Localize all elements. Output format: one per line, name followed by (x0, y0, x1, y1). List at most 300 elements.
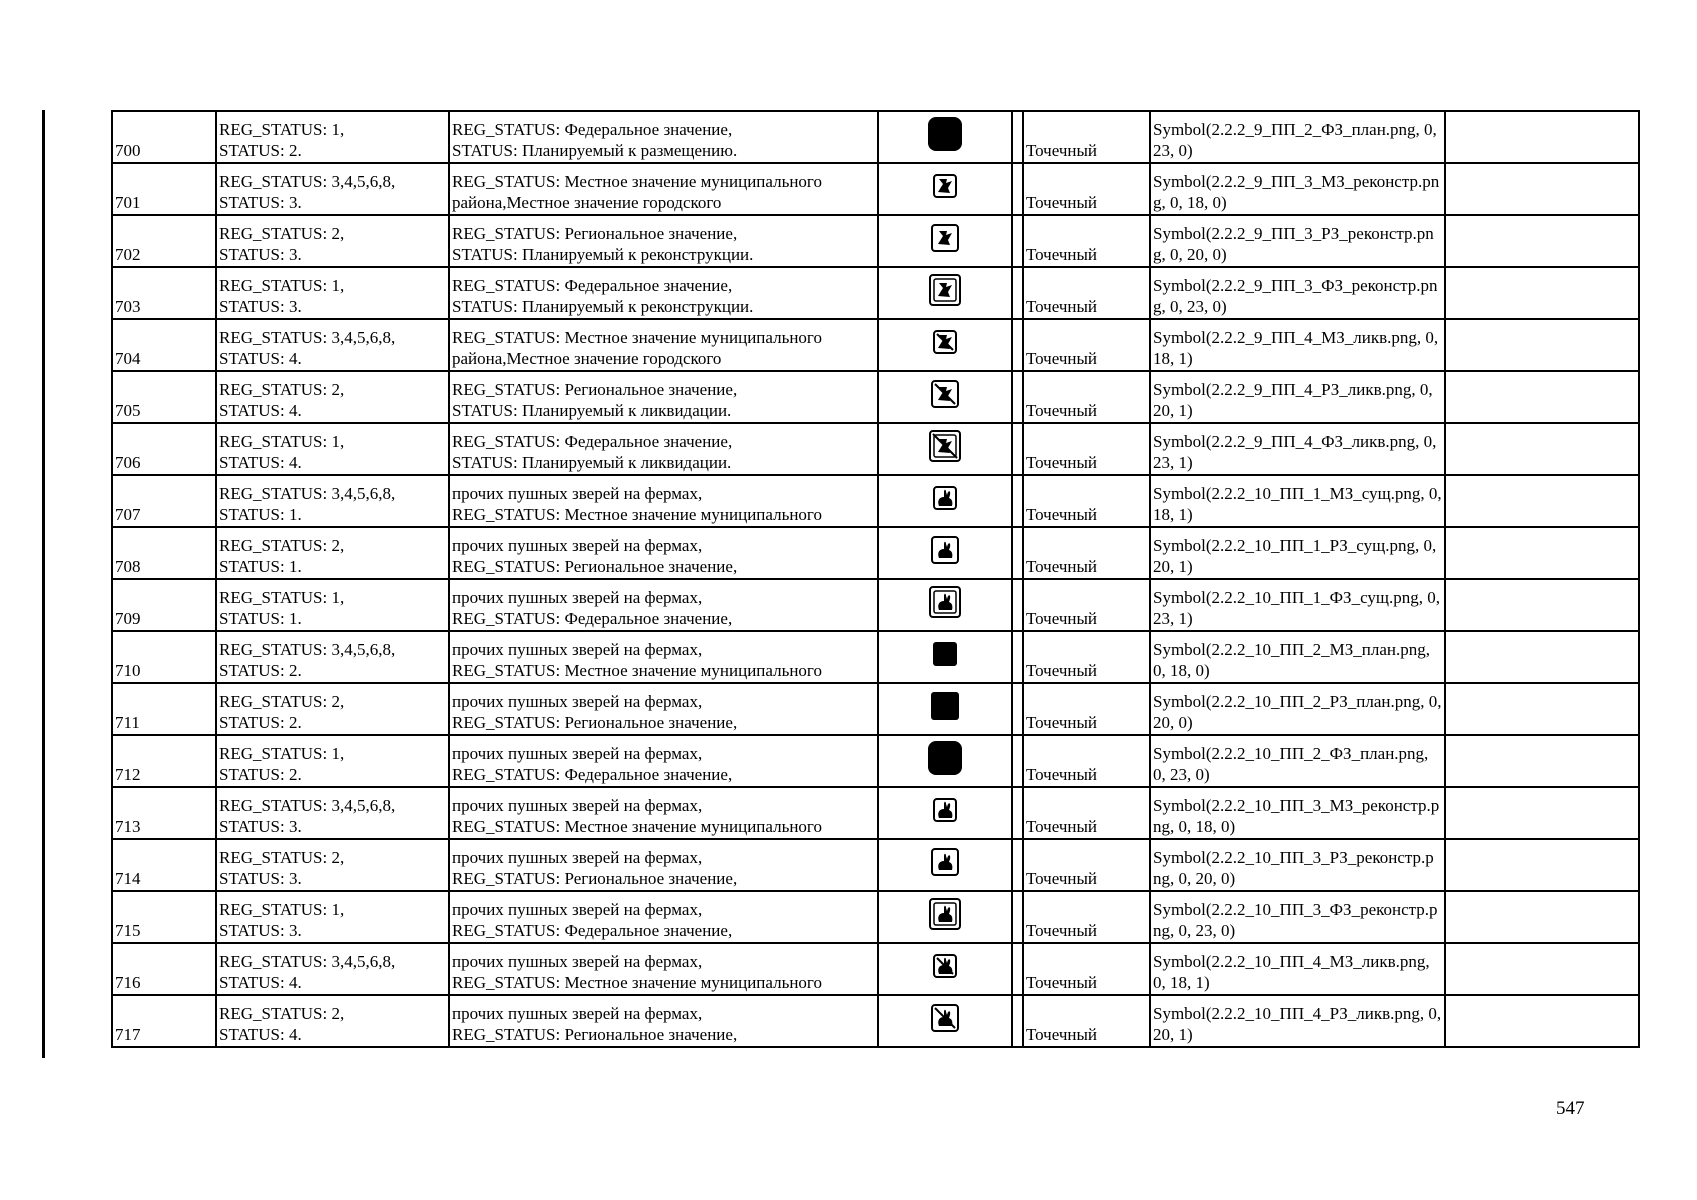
condition-line: REG_STATUS: 1, (219, 120, 345, 139)
cell-gap (1012, 111, 1023, 163)
geometry-type: Точечный (1026, 921, 1098, 940)
description-line: REG_STATUS: Региональное значение, (452, 224, 738, 243)
cell-geometry-type (1023, 267, 1150, 319)
cell-gap (1012, 163, 1023, 215)
geometry-type: Точечный (1026, 609, 1098, 628)
cell-gap (1012, 995, 1023, 1047)
condition-line: REG_STATUS: 3,4,5,6,8, (219, 640, 396, 659)
condition-line: STATUS: 2. (219, 661, 302, 680)
cell-description (449, 683, 878, 735)
condition-line: REG_STATUS: 1, (219, 276, 345, 295)
cell-condition (216, 891, 449, 943)
cell-empty (1445, 631, 1639, 683)
symbol-param: Symbol(2.2.2_9_ПП_4_РЗ_ликв.png, 0, 20, 1) (1153, 380, 1433, 420)
description-line: REG_STATUS: Региональное значение, (452, 380, 738, 399)
condition-line: REG_STATUS: 3,4,5,6,8, (219, 484, 396, 503)
description-line: района,Местное значение городского (452, 193, 722, 212)
square-medium-icon (923, 684, 967, 733)
symbol-param: Symbol(2.2.2_10_ПП_2_РЗ_план.png, 0, 20, 0) (1153, 692, 1442, 732)
bird-liquidate-federal-icon (923, 424, 967, 473)
table-row (112, 839, 1639, 891)
condition-line: STATUS: 1. (219, 557, 302, 576)
condition-line: STATUS: 3. (219, 193, 302, 212)
table-row (112, 631, 1639, 683)
description-line: STATUS: Планируемый к ликвидации. (452, 401, 732, 420)
cell-description (449, 267, 878, 319)
description-line: REG_STATUS: Федеральное значение, (452, 609, 733, 628)
condition-line: STATUS: 3. (219, 869, 302, 888)
table-row (112, 267, 1639, 319)
cell-description (449, 163, 878, 215)
cell-geometry-type (1023, 371, 1150, 423)
description-line: REG_STATUS: Региональное значение, (452, 713, 738, 732)
cell-id (112, 423, 216, 475)
rabbit-liquidate-regional-icon (923, 996, 967, 1045)
symbol-param: Symbol(2.2.2_10_ПП_4_РЗ_ликв.png, 0, 20, 1) (1153, 1004, 1442, 1044)
geometry-type: Точечный (1026, 817, 1098, 836)
cell-description (449, 527, 878, 579)
cell-id (112, 267, 216, 319)
table-row (112, 163, 1639, 215)
description-line: REG_STATUS: Федеральное значение, (452, 120, 733, 139)
cell-gap (1012, 579, 1023, 631)
table-row (112, 787, 1639, 839)
cell-condition (216, 839, 449, 891)
table-row (112, 683, 1639, 735)
cell-symbol (878, 111, 1012, 163)
cell-id (112, 891, 216, 943)
cell-empty (1445, 943, 1639, 995)
cell-geometry-type (1023, 891, 1150, 943)
cell-symbol (878, 267, 1012, 319)
cell-geometry-type (1023, 111, 1150, 163)
cell-id (112, 215, 216, 267)
geometry-type: Точечный (1026, 869, 1098, 888)
cell-gap (1012, 839, 1023, 891)
cell-gap (1012, 527, 1023, 579)
cell-id (112, 579, 216, 631)
cell-gap (1012, 891, 1023, 943)
cell-condition (216, 943, 449, 995)
cell-symbol-param (1150, 839, 1445, 891)
description-line: REG_STATUS: Федеральное значение, (452, 276, 733, 295)
condition-line: REG_STATUS: 3,4,5,6,8, (219, 172, 396, 191)
cell-symbol-param (1150, 735, 1445, 787)
geometry-type: Точечный (1026, 505, 1098, 524)
cell-id (112, 995, 216, 1047)
cell-geometry-type (1023, 839, 1150, 891)
symbol-param: Symbol(2.2.2_10_ПП_4_МЗ_ликв.png, 0, 18, 1) (1153, 952, 1430, 992)
cell-gap (1012, 475, 1023, 527)
condition-line: STATUS: 4. (219, 401, 302, 420)
cell-symbol-param (1150, 579, 1445, 631)
description-line: прочих пушных зверей на фермах, (452, 640, 703, 659)
cell-gap (1012, 943, 1023, 995)
cell-empty (1445, 891, 1639, 943)
table-row (112, 891, 1639, 943)
cell-symbol (878, 527, 1012, 579)
cell-empty (1445, 475, 1639, 527)
description-line: прочих пушных зверей на фермах, (452, 952, 703, 971)
geometry-type: Точечный (1026, 557, 1098, 576)
table-row (112, 475, 1639, 527)
condition-line: REG_STATUS: 1, (219, 432, 345, 451)
description-line: REG_STATUS: Региональное значение, (452, 1025, 738, 1044)
condition-line: STATUS: 3. (219, 245, 302, 264)
cell-condition (216, 215, 449, 267)
rabbit-reconstruct-local-icon (923, 788, 967, 837)
symbol-param: Symbol(2.2.2_10_ПП_1_ФЗ_сущ.png, 0, 23, 1) (1153, 588, 1440, 628)
cell-symbol-param (1150, 267, 1445, 319)
description-line: REG_STATUS: Местное значение муниципального (452, 172, 822, 191)
cell-condition (216, 371, 449, 423)
condition-line: REG_STATUS: 1, (219, 588, 345, 607)
symbol-param: Symbol(2.2.2_10_ПП_3_ФЗ_реконстр.png, 0, 23, 0) (1153, 900, 1438, 940)
cell-geometry-type (1023, 579, 1150, 631)
cell-geometry-type (1023, 527, 1150, 579)
rabbit-reconstruct-regional-icon (923, 840, 967, 889)
geometry-type: Точечный (1026, 973, 1098, 992)
condition-line: REG_STATUS: 2, (219, 224, 345, 243)
cell-id (112, 631, 216, 683)
geometry-type: Точечный (1026, 141, 1098, 160)
condition-line: REG_STATUS: 2, (219, 848, 345, 867)
cell-symbol (878, 839, 1012, 891)
cell-gap (1012, 267, 1023, 319)
cell-geometry-type (1023, 163, 1150, 215)
cell-condition (216, 319, 449, 371)
description-line: прочих пушных зверей на фермах, (452, 536, 703, 555)
cell-empty (1445, 215, 1639, 267)
cell-id (112, 371, 216, 423)
cell-id (112, 163, 216, 215)
condition-line: REG_STATUS: 2, (219, 692, 345, 711)
cell-condition (216, 111, 449, 163)
cell-symbol (878, 423, 1012, 475)
cell-symbol (878, 579, 1012, 631)
cell-geometry-type (1023, 683, 1150, 735)
symbol-param: Symbol(2.2.2_9_ПП_3_МЗ_реконстр.png, 0, 18, 0) (1153, 172, 1440, 212)
geometry-type: Точечный (1026, 401, 1098, 420)
condition-line: REG_STATUS: 3,4,5,6,8, (219, 796, 396, 815)
cell-condition (216, 995, 449, 1047)
cell-id (112, 787, 216, 839)
cell-geometry-type (1023, 631, 1150, 683)
cell-description (449, 839, 878, 891)
cell-description (449, 579, 878, 631)
cell-description (449, 215, 878, 267)
cell-description (449, 631, 878, 683)
symbol-param: Symbol(2.2.2_10_ПП_2_ФЗ_план.png, 0, 23, 0) (1153, 744, 1429, 784)
cell-geometry-type (1023, 215, 1150, 267)
cell-symbol-param (1150, 163, 1445, 215)
table-row (112, 735, 1639, 787)
cell-symbol (878, 319, 1012, 371)
cell-id (112, 839, 216, 891)
bird-liquidate-regional-icon (923, 372, 967, 421)
row-id: 705 (115, 401, 141, 420)
geometry-type: Точечный (1026, 453, 1098, 472)
description-line: прочих пушных зверей на фермах, (452, 588, 703, 607)
cell-geometry-type (1023, 735, 1150, 787)
description-line: прочих пушных зверей на фермах, (452, 900, 703, 919)
cell-description (449, 943, 878, 995)
condition-line: STATUS: 3. (219, 817, 302, 836)
row-id: 716 (115, 973, 141, 992)
cell-empty (1445, 267, 1639, 319)
row-id: 710 (115, 661, 141, 680)
row-id: 717 (115, 1025, 141, 1044)
cell-symbol-param (1150, 891, 1445, 943)
geometry-type: Точечный (1026, 661, 1098, 680)
cell-symbol-param (1150, 943, 1445, 995)
condition-line: STATUS: 1. (219, 609, 302, 628)
cell-empty (1445, 527, 1639, 579)
symbol-param: Symbol(2.2.2_9_ПП_4_МЗ_ликв.png, 0, 18, 1) (1153, 328, 1439, 368)
cell-gap (1012, 683, 1023, 735)
geometry-type: Точечный (1026, 713, 1098, 732)
cell-description (449, 371, 878, 423)
cell-empty (1445, 995, 1639, 1047)
margin-bar (42, 110, 45, 1058)
description-line: STATUS: Планируемый к реконструкции. (452, 245, 754, 264)
description-line: прочих пушных зверей на фермах, (452, 848, 703, 867)
cell-symbol (878, 163, 1012, 215)
cell-description (449, 111, 878, 163)
cell-symbol (878, 995, 1012, 1047)
cell-condition (216, 163, 449, 215)
cell-gap (1012, 215, 1023, 267)
symbol-param: Symbol(2.2.2_9_ПП_4_ФЗ_ликв.png, 0, 23, 1) (1153, 432, 1437, 472)
symbol-param: Symbol(2.2.2_10_ПП_1_МЗ_сущ.png, 0, 18, 1) (1153, 484, 1442, 524)
cell-symbol (878, 631, 1012, 683)
rabbit-existing-regional-icon (923, 528, 967, 577)
cell-gap (1012, 631, 1023, 683)
condition-line: STATUS: 2. (219, 141, 302, 160)
geometry-type: Точечный (1026, 349, 1098, 368)
row-id: 708 (115, 557, 141, 576)
description-line: REG_STATUS: Местное значение муниципального (452, 328, 822, 347)
cell-id (112, 527, 216, 579)
description-line: STATUS: Планируемый к реконструкции. (452, 297, 754, 316)
rabbit-liquidate-local-icon (923, 944, 967, 993)
cell-empty (1445, 839, 1639, 891)
page-number: 547 (1556, 1098, 1585, 1119)
cell-symbol-param (1150, 319, 1445, 371)
condition-line: STATUS: 3. (219, 297, 302, 316)
cell-empty (1445, 579, 1639, 631)
cell-empty (1445, 683, 1639, 735)
description-line: REG_STATUS: Местное значение муниципального (452, 505, 822, 524)
cell-gap (1012, 371, 1023, 423)
cell-description (449, 891, 878, 943)
row-id: 713 (115, 817, 141, 836)
description-line: REG_STATUS: Федеральное значение, (452, 765, 733, 784)
geometry-type: Точечный (1026, 245, 1098, 264)
cell-geometry-type (1023, 943, 1150, 995)
cell-symbol-param (1150, 683, 1445, 735)
cell-id (112, 943, 216, 995)
cell-symbol-param (1150, 787, 1445, 839)
condition-line: STATUS: 4. (219, 973, 302, 992)
cell-description (449, 423, 878, 475)
cell-description (449, 735, 878, 787)
cell-condition (216, 787, 449, 839)
description-line: прочих пушных зверей на фермах, (452, 692, 703, 711)
cell-id (112, 111, 216, 163)
description-line: REG_STATUS: Федеральное значение, (452, 432, 733, 451)
condition-line: REG_STATUS: 3,4,5,6,8, (219, 952, 396, 971)
cell-condition (216, 735, 449, 787)
bird-reconstruct-regional-icon (923, 216, 967, 265)
cell-gap (1012, 319, 1023, 371)
symbol-param: Symbol(2.2.2_10_ПП_3_МЗ_реконстр.png, 0, 18, 0) (1153, 796, 1440, 836)
description-line: STATUS: Планируемый к размещению. (452, 141, 738, 160)
description-line: REG_STATUS: Региональное значение, (452, 557, 738, 576)
cell-symbol (878, 475, 1012, 527)
cell-id (112, 683, 216, 735)
description-line: REG_STATUS: Федеральное значение, (452, 921, 733, 940)
cell-description (449, 475, 878, 527)
cell-geometry-type (1023, 787, 1150, 839)
cell-symbol (878, 943, 1012, 995)
cell-empty (1445, 163, 1639, 215)
cell-gap (1012, 735, 1023, 787)
symbol-param: Symbol(2.2.2_9_ПП_3_РЗ_реконстр.png, 0, 20, 0) (1153, 224, 1434, 264)
table-row (112, 995, 1639, 1047)
geometry-type: Точечный (1026, 193, 1098, 212)
cell-description (449, 319, 878, 371)
condition-line: REG_STATUS: 2, (219, 380, 345, 399)
rabbit-existing-federal-icon (923, 580, 967, 629)
cell-condition (216, 579, 449, 631)
row-id: 715 (115, 921, 141, 940)
description-line: REG_STATUS: Местное значение муниципального (452, 661, 822, 680)
cell-condition (216, 423, 449, 475)
description-line: STATUS: Планируемый к ликвидации. (452, 453, 732, 472)
cell-geometry-type (1023, 423, 1150, 475)
symbol-table (111, 110, 1640, 1048)
cell-geometry-type (1023, 475, 1150, 527)
symbol-table-body (112, 111, 1639, 1047)
cell-condition (216, 631, 449, 683)
condition-line: REG_STATUS: 1, (219, 900, 345, 919)
description-line: района,Местное значение городского (452, 349, 722, 368)
condition-line: REG_STATUS: 2, (219, 536, 345, 555)
cell-condition (216, 527, 449, 579)
cell-gap (1012, 787, 1023, 839)
condition-line: REG_STATUS: 1, (219, 744, 345, 763)
cell-symbol (878, 371, 1012, 423)
description-line: прочих пушных зверей на фермах, (452, 796, 703, 815)
cell-description (449, 995, 878, 1047)
square-large-icon (923, 736, 967, 785)
symbol-param: Symbol(2.2.2_9_ПП_3_ФЗ_реконстр.png, 0, 23, 0) (1153, 276, 1438, 316)
cell-symbol-param (1150, 111, 1445, 163)
table-row (112, 943, 1639, 995)
symbol-param: Symbol(2.2.2_10_ПП_2_МЗ_план.png, 0, 18, 0) (1153, 640, 1430, 680)
cell-symbol (878, 215, 1012, 267)
bird-reconstruct-local-icon (923, 164, 967, 213)
condition-line: STATUS: 1. (219, 505, 302, 524)
cell-empty (1445, 423, 1639, 475)
symbol-param: Symbol(2.2.2_10_ПП_1_РЗ_сущ.png, 0, 20, 1) (1153, 536, 1437, 576)
cell-empty (1445, 735, 1639, 787)
condition-line: STATUS: 2. (219, 765, 302, 784)
row-id: 704 (115, 349, 141, 368)
description-line: REG_STATUS: Региональное значение, (452, 869, 738, 888)
condition-line: STATUS: 4. (219, 1025, 302, 1044)
cell-id (112, 735, 216, 787)
cell-symbol (878, 735, 1012, 787)
description-line: REG_STATUS: Местное значение муниципального (452, 973, 822, 992)
cell-condition (216, 475, 449, 527)
bird-liquidate-local-icon (923, 320, 967, 369)
table-row (112, 215, 1639, 267)
row-id: 709 (115, 609, 141, 628)
row-id: 700 (115, 141, 141, 160)
condition-line: STATUS: 4. (219, 349, 302, 368)
cell-geometry-type (1023, 319, 1150, 371)
condition-line: STATUS: 4. (219, 453, 302, 472)
row-id: 711 (115, 713, 140, 732)
cell-symbol-param (1150, 215, 1445, 267)
condition-line: STATUS: 2. (219, 713, 302, 732)
square-small-icon (923, 632, 967, 681)
cell-condition (216, 683, 449, 735)
cell-symbol-param (1150, 527, 1445, 579)
square-large-icon (923, 112, 967, 161)
table-row (112, 579, 1639, 631)
cell-symbol-param (1150, 371, 1445, 423)
row-id: 703 (115, 297, 141, 316)
cell-empty (1445, 111, 1639, 163)
condition-line: STATUS: 3. (219, 921, 302, 940)
description-line: REG_STATUS: Местное значение муниципального (452, 817, 822, 836)
cell-gap (1012, 423, 1023, 475)
row-id: 712 (115, 765, 141, 784)
symbol-param: Symbol(2.2.2_10_ПП_3_РЗ_реконстр.png, 0, 20, 0) (1153, 848, 1434, 888)
cell-symbol-param (1150, 631, 1445, 683)
description-line: прочих пушных зверей на фермах, (452, 484, 703, 503)
bird-reconstruct-federal-icon (923, 268, 967, 317)
row-id: 706 (115, 453, 141, 472)
table-row (112, 527, 1639, 579)
rabbit-existing-local-icon (923, 476, 967, 525)
description-line: прочих пушных зверей на фермах, (452, 1004, 703, 1023)
condition-line: REG_STATUS: 2, (219, 1004, 345, 1023)
cell-empty (1445, 371, 1639, 423)
cell-symbol (878, 787, 1012, 839)
cell-empty (1445, 787, 1639, 839)
cell-symbol (878, 891, 1012, 943)
row-id: 701 (115, 193, 141, 212)
row-id: 714 (115, 869, 141, 888)
cell-symbol-param (1150, 995, 1445, 1047)
cell-symbol-param (1150, 475, 1445, 527)
cell-id (112, 475, 216, 527)
cell-symbol-param (1150, 423, 1445, 475)
geometry-type: Точечный (1026, 1025, 1098, 1044)
geometry-type: Точечный (1026, 297, 1098, 316)
condition-line: REG_STATUS: 3,4,5,6,8, (219, 328, 396, 347)
geometry-type: Точечный (1026, 765, 1098, 784)
description-line: прочих пушных зверей на фермах, (452, 744, 703, 763)
cell-id (112, 319, 216, 371)
table-row (112, 371, 1639, 423)
table-row (112, 111, 1639, 163)
rabbit-reconstruct-federal-icon (923, 892, 967, 941)
